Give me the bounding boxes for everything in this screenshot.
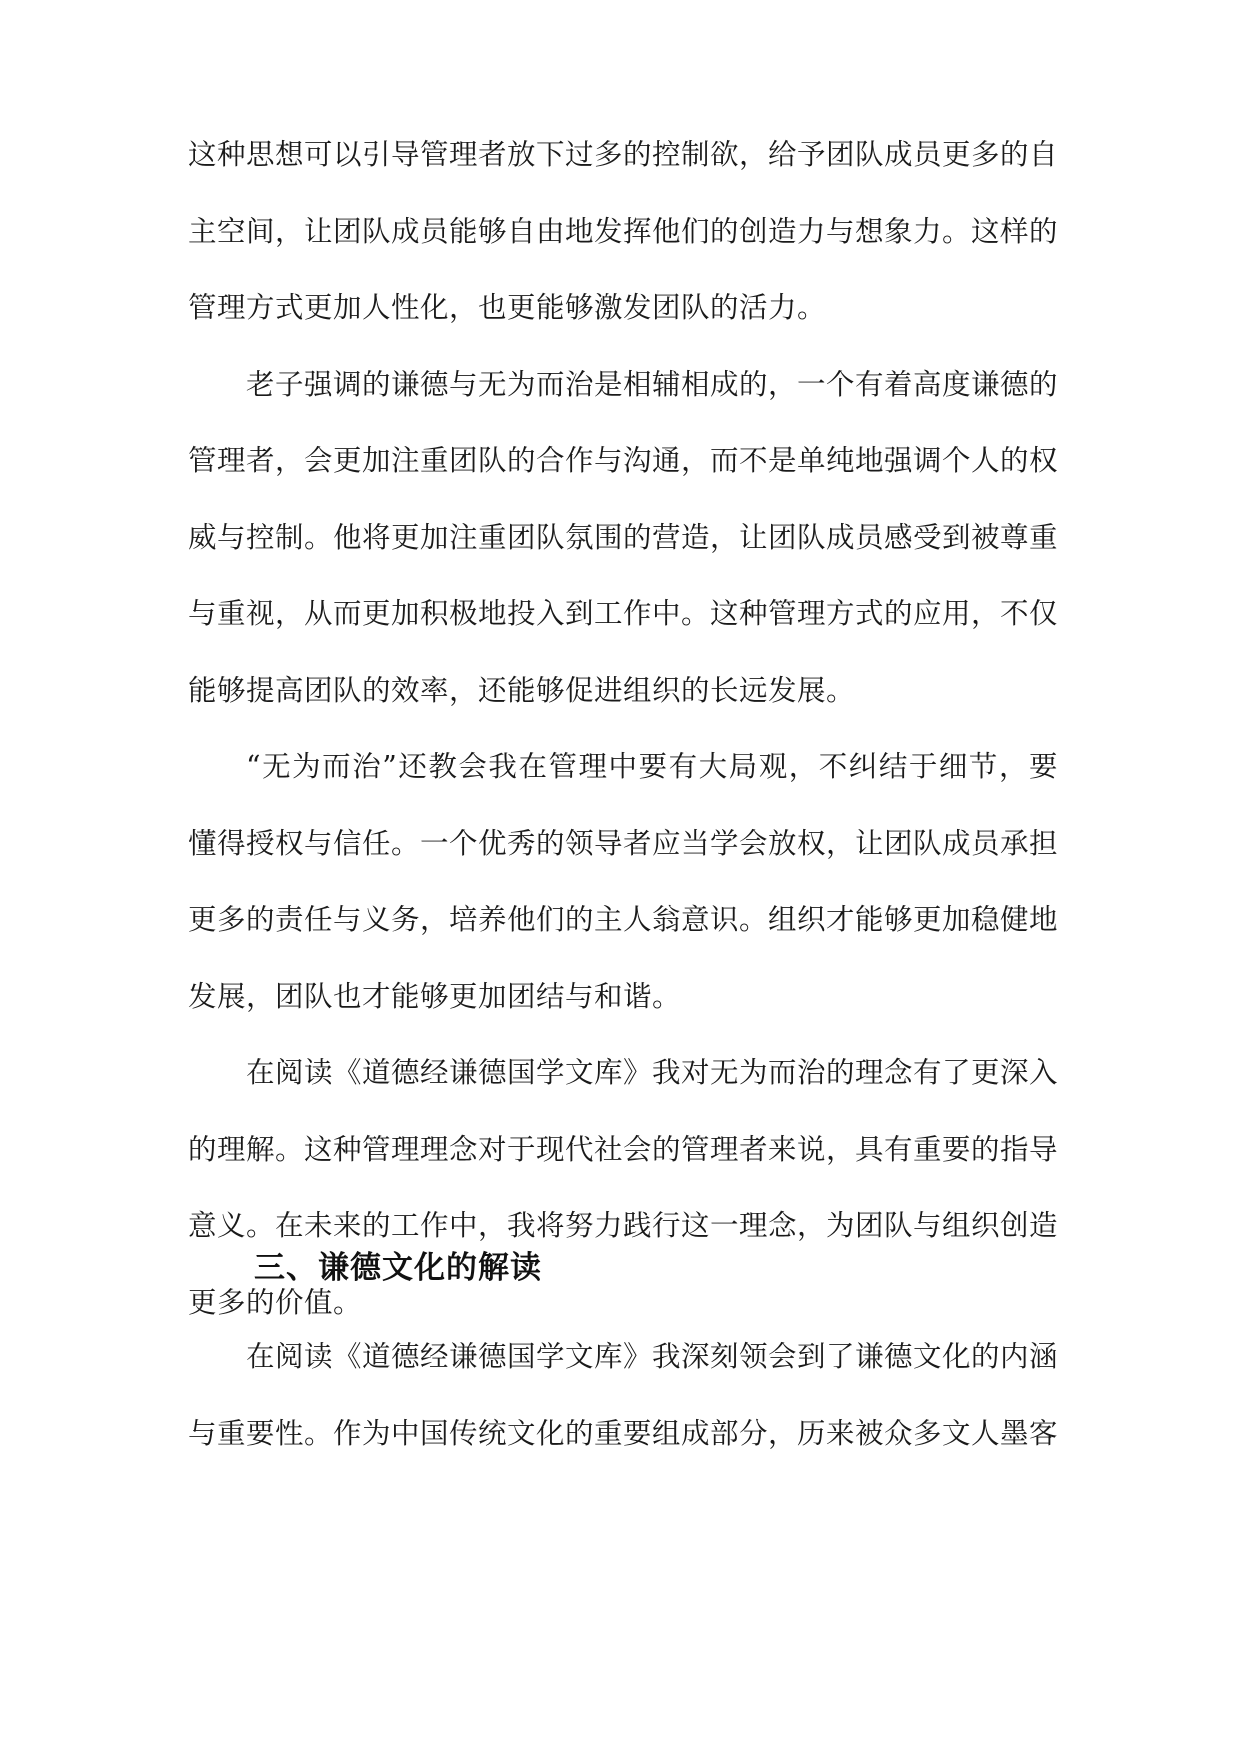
paragraph: 在阅读《道德经谦德国学文库》我深刻领会到了谦德文化的内涵与重要性。作为中国传统文化的重要组成部分，历来被众多文人墨客: [188, 1340, 1059, 1450]
paragraph: 这种思想可以引导管理者放下过多的控制欲，给予团队成员更多的自主空间，让团队成员能够自由地发挥他们的创造力与想象力。这样的管理方式更加人性化，也更能够激发团队的活力。: [188, 138, 1059, 324]
section-heading: 三、谦德文化的解读: [254, 1250, 542, 1286]
body-text-part2: [188, 1319, 1058, 1472]
paragraph: 老子强调的谦德与无为而治是相辅相成的，一个有着高度谦德的管理者，会更加注重团队的合作与沟通，而不是单纯地强调个人的权威与控制。他将更加注重团队氛围的营造，让团队成员感受到被尊重与重视，从而更加积极地投入到工作中。这种管理方式的应用，不仅能够提高团队的效率，还能够促进组织的长远发展。: [188, 367, 1059, 707]
body-text-part1: [188, 117, 1058, 1341]
paragraph: 在阅读《道德经谦德国学文库》我对无为而治的理念有了更深入的理解。这种管理理念对于现代社会的管理者来说，具有重要的指导意义。在未来的工作中，我将努力践行这一理念，为团队与组织创造更多的价值。: [188, 1056, 1059, 1319]
paragraph: “无为而治”还教会我在管理中要有大局观，不纠结于细节，要懂得授权与信任。一个优秀的领导者应当学会放权，让团队成员承担更多的责任与义务，培养他们的主人翁意识。组织才能够更加稳健地发展，团队也才能够更加团结与和谐。: [188, 750, 1059, 1013]
